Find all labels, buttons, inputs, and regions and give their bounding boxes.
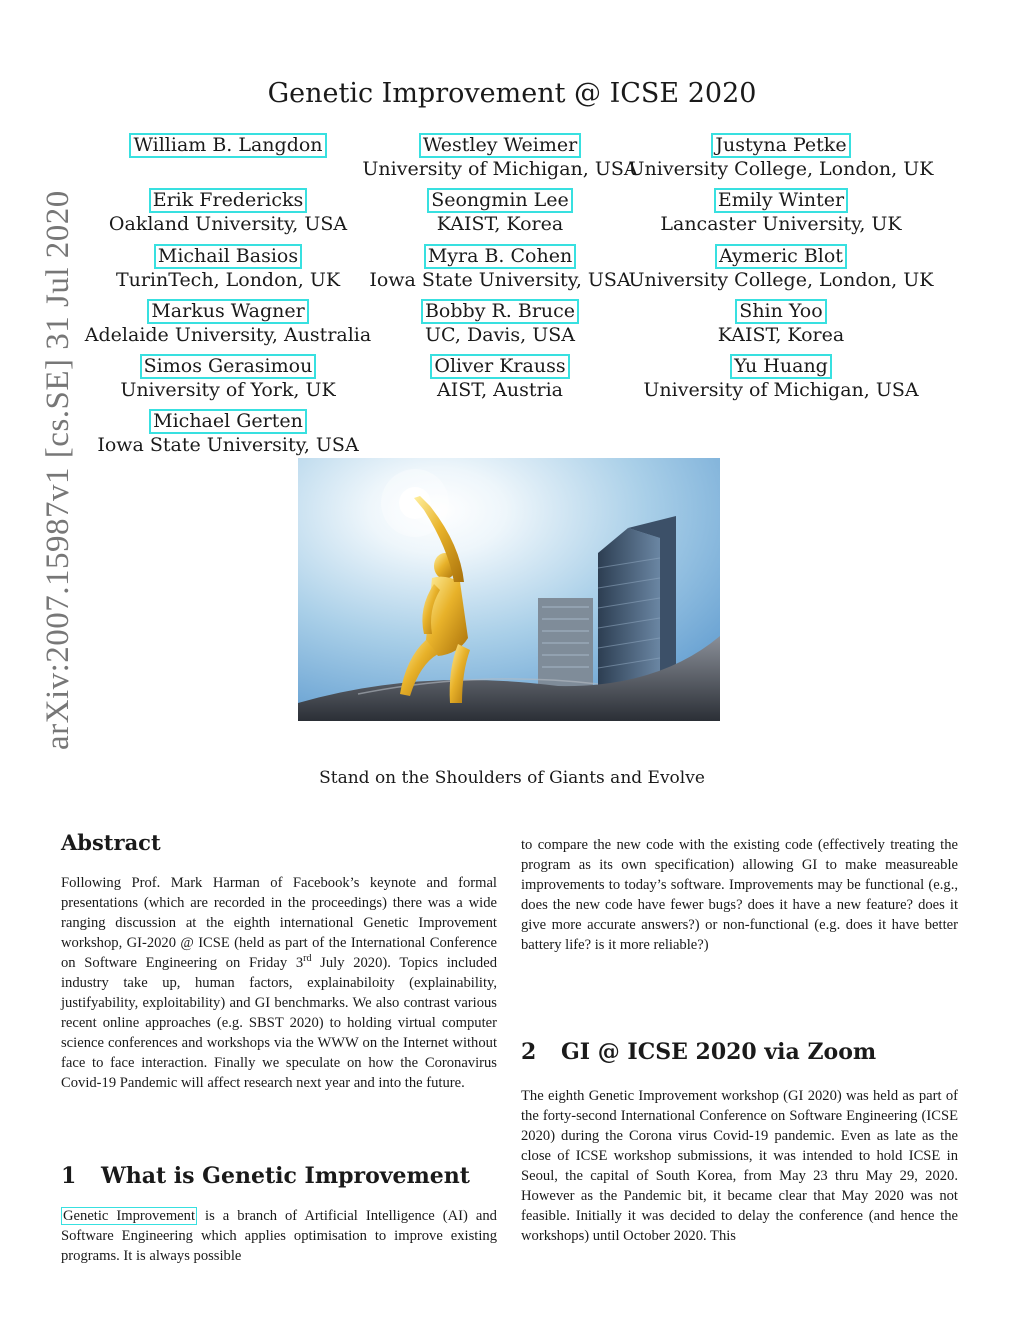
author-block [621,188,941,236]
author-affiliation: University of York, UK [120,379,336,401]
author-link[interactable]: Bobby R. Bruce [421,299,579,324]
author-link[interactable]: Simos Gerasimou [140,354,317,379]
author-affiliation: Iowa State University, USA [369,269,631,291]
author-block [621,133,941,181]
author-link[interactable]: Michael Gerten [149,409,307,434]
abstract-text [61,873,497,1093]
genetic-improvement-link[interactable]: Genetic Improvement [63,1208,196,1224]
author-affiliation: UC, Davis, USA [425,324,575,346]
author-link[interactable]: Emily Winter [714,188,848,213]
author-link[interactable]: Michail Basios [154,244,302,269]
figure-photo [298,458,720,721]
author-affiliation: KAIST, Korea [717,324,845,346]
author-link[interactable]: William B. Langdon [129,133,326,158]
author-affiliation: University of Michigan, USA [643,379,919,401]
author-block [340,133,660,181]
author-affiliation: Iowa State University, USA [97,434,359,456]
abstract-heading: Abstract [61,830,161,855]
author-block [621,299,941,347]
author-link[interactable]: Westley Weimer [419,133,581,158]
section-1-text-part: is a branch of Artificial Intelligence (AI) and Software Engineering which applies optimisation to improve existing programs. It is always possible [61,1208,497,1264]
ordinal-superscript: rd [303,953,312,965]
abstract-text-part: Following Prof. Mark Harman of Facebook’s keynote and formal presentations (which are recorded in the proceedings) there was a wide ranging discussion at the eighth international Genetic Improvement workshop, GI-2020 @ ICSE (held as part of the International Conference on Software Engineering on Friday 3 [61,875,497,971]
author-link[interactable]: Shin Yoo [735,299,826,324]
author-affiliation: TurinTech, London, UK [115,269,341,291]
abstract-text-part: July 2020). Topics included industry take up, human factors, explainabiloity (explainability, justifyability, exploitability) and GI benchmarks. We also contrast various recent online approaches (e.g. SBST 2020) to holding virtual computer science conferences and workshops via the WWW on the Internet without face to face interaction. Finally we speculate on how the Coronavirus Covid-19 Pandemic will affect research next year and into the future. [61,955,497,1091]
author-affiliation: KAIST, Korea [436,213,564,235]
author-affiliation: AIST, Austria [436,379,564,401]
author-link[interactable]: Yu Huang [730,354,832,379]
author-block [621,354,941,402]
author-affiliation: University College, London, UK [628,269,934,291]
author-link[interactable]: Justyna Petke [711,133,850,158]
arxiv-identifier: arXiv:2007.15987v1 [cs.SE] 31 Jul 2020 [40,190,76,750]
section-title: GI @ ICSE 2020 via Zoom [561,1039,877,1065]
statue-skyline-illustration [298,458,720,721]
section-number: 1 [61,1163,77,1189]
paper-title: Genetic Improvement @ ICSE 2020 [267,78,757,109]
author-block [340,244,660,292]
author-link[interactable]: Oliver Krauss [430,354,569,379]
author-affiliation: University College, London, UK [628,158,934,180]
author-block [340,188,660,236]
figure-caption: Stand on the Shoulders of Giants and Evolve [319,768,705,788]
author-link[interactable]: Erik Fredericks [149,188,308,213]
author-link[interactable]: Myra B. Cohen [424,244,576,269]
author-link[interactable]: Markus Wagner [147,299,308,324]
author-affiliation: University of Michigan, USA [362,158,638,180]
author-link[interactable]: Aymeric Blot [715,244,847,269]
author-affiliation: Adelaide University, Australia [84,324,372,346]
section-2-text: The eighth Genetic Improvement workshop (GI 2020) was held as part of the forty-second International Conference on Software Engineering (ICSE 2020) during the Corona virus Covid-19 pandemic. Even as late as the close of ICSE workshop submissions, it was intended to hold ICSE in Seoul, the capital of South Korea, from May 23 thru May 29, 2020. However as the Pandemic bit, it became clear that May 2020 was not feasible. Initially it was decided to delay the conference (and hence the workshops) until October 2020. This [521,1088,958,1244]
section-1-text [61,1206,497,1266]
author-affiliation: Lancaster University, UK [660,213,902,235]
author-affiliation: Oakland University, USA [108,213,348,235]
author-block [340,299,660,347]
author-block [340,354,660,402]
author-block [68,409,388,457]
right-column-continuation: to compare the new code with the existing code (effectively treating the program as its own specification) allowing GI to make measureable improvements to today’s software. Improvements may be functional (e.g., does the new code have fewer bugs? does it have a new feature? does it give more accurate answers?) or non-functional (e.g. does it have better battery life? is it more reliable?) [521,837,958,953]
section-1-heading [61,1163,470,1189]
section-2-heading [521,1039,876,1065]
section-number: 2 [521,1039,537,1065]
author-block [621,244,941,292]
section-title: What is Genetic Improvement [101,1163,470,1189]
author-link[interactable]: Seongmin Lee [427,188,573,213]
